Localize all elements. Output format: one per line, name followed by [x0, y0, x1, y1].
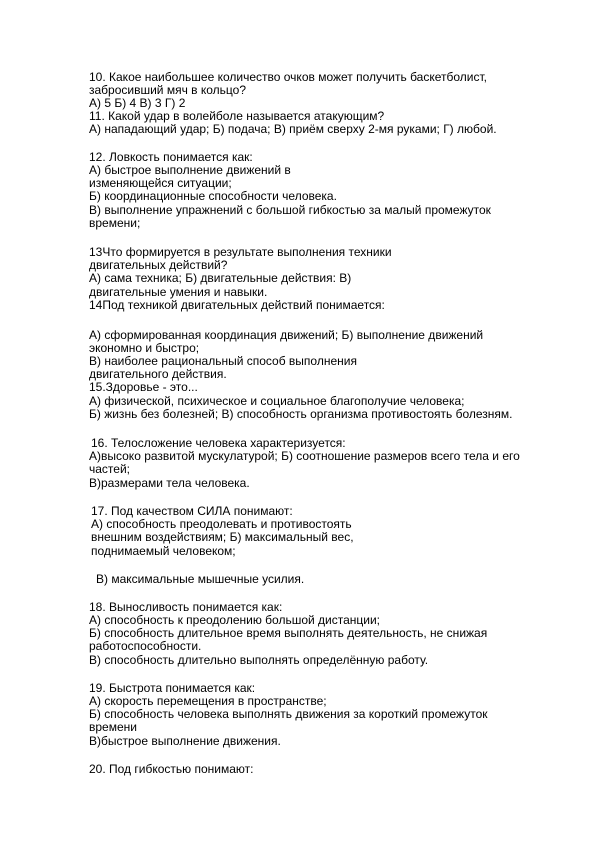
text-line: А) физической, психическое и социальное благополучие человека;	[89, 394, 465, 408]
text-line: забросивший мяч в кольцо?	[89, 83, 247, 97]
text-line: времени	[89, 720, 137, 734]
text-line: 11. Какой удар в волейболе называется атакующим?	[89, 109, 385, 123]
text-line: двигательных действий?	[89, 258, 228, 272]
text-line: В) выполнение упражнений с большой гибкостью за малый промежуток	[89, 203, 491, 217]
text-line: изменяющейся ситуации;	[89, 176, 232, 190]
text-line: двигательные умения и навыки.	[89, 285, 268, 299]
text-line: А) сформированная координация движений; Б) выполнение движений	[89, 328, 484, 342]
text-line: А) сама техника; Б) двигательные действия: В)	[89, 271, 352, 285]
text-line: Б) способность длительное время выполнять деятельность, не снижая	[89, 626, 488, 640]
text-line: 12. Ловкость понимается как:	[89, 150, 253, 164]
text-line: В) способность длительно выполнять определённую работу.	[89, 653, 429, 667]
text-line: поднимаемый человеком;	[91, 544, 236, 558]
text-line: времени;	[89, 216, 141, 230]
text-line: 19. Быстрота понимается как:	[89, 681, 256, 695]
text-line: внешним воздействиям; Б) максимальный вес,	[91, 530, 354, 544]
text-line: А) быстрое выполнение движений в	[89, 163, 291, 177]
text-line: В)размерами тела человека.	[89, 476, 250, 490]
text-line: А) 5 Б) 4 В) 3 Г) 2	[89, 96, 186, 110]
text-line: А) нападающий удар; Б) подача; В) приём сверху 2-мя руками; Г) любой.	[89, 122, 497, 136]
text-line: Б) жизнь без болезней; В) способность организма противостоять болезням.	[89, 407, 513, 421]
text-line: В)быстрое выполнение движения.	[89, 734, 281, 748]
text-line: 16. Телосложение человека характеризуется:	[91, 436, 346, 450]
text-line: 14Под техникой двигательных действий понимается:	[89, 298, 385, 312]
text-line: работоспособности.	[89, 639, 202, 653]
text-line: А) скорость перемещения в пространстве;	[89, 694, 327, 708]
text-line: А)высоко развитой мускулатурой; Б) соотношение размеров всего тела и его	[89, 449, 520, 463]
text-line: А) способность преодолевать и противостоять	[91, 517, 352, 531]
text-line: экономно и быстро;	[89, 341, 200, 355]
text-line: В) максимальные мышечные усилия.	[96, 572, 305, 586]
text-line: Б) координационные способности человека.	[89, 189, 337, 203]
text-line: двигательного действия.	[89, 367, 227, 381]
text-line: 13Что формируется в результате выполнения техники	[89, 245, 392, 259]
text-line: 20. Под гибкостью понимают:	[89, 762, 254, 776]
text-line: 18. Выносливость понимается как:	[89, 600, 283, 614]
text-line: В) наиболее рациональный способ выполнения	[89, 354, 357, 368]
text-line: 10. Какое наибольшее количество очков может получить баскетболист,	[89, 70, 487, 84]
text-line: 15.Здоровье - это...	[89, 380, 198, 394]
text-line: 17. Под качеством СИЛА понимают:	[91, 504, 293, 518]
text-line: А) способность к преодолению большой дистанции;	[89, 613, 381, 627]
text-line: частей;	[89, 462, 130, 476]
text-line: Б) способность человека выполнять движения за короткий промежуток	[89, 707, 488, 721]
